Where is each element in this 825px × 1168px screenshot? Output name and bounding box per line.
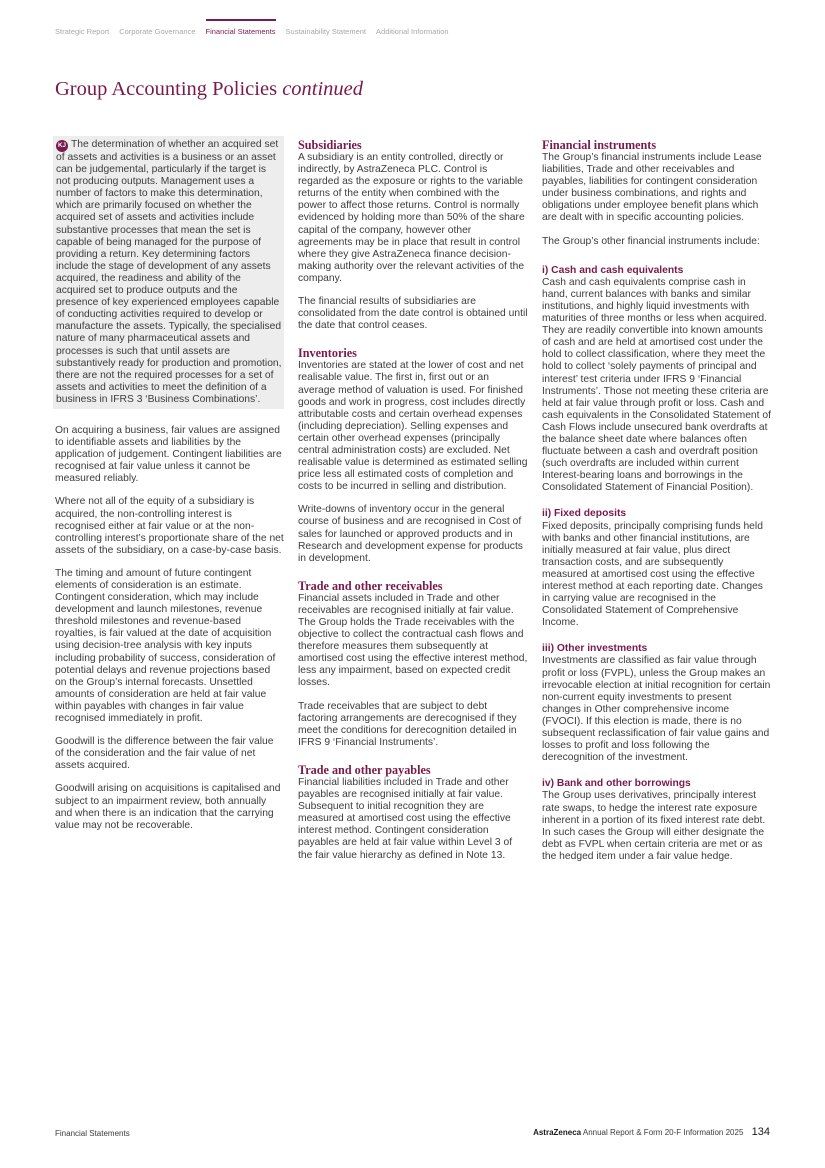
heading-cash-equivalents: i) Cash and cash equivalents bbox=[542, 264, 684, 276]
key-judgement-icon: KJ bbox=[56, 140, 68, 152]
paragraph: The financial results of subsidiaries are consolidated from the date control is obtained until the date that control ceases. bbox=[298, 296, 528, 332]
page-title-main: Group Accounting Policies bbox=[55, 78, 278, 100]
paragraph: Where not all of the equity of a subsidiary is acquired, the non-controlling interest is recognised either at fair value or at the non-controlling interest’s proportionate share of the net assets of the subsidiary, on a case-by-case basis. bbox=[55, 496, 284, 556]
column-right bbox=[542, 139, 772, 874]
heading-bank-borrowings: iv) Bank and other borrowings bbox=[542, 778, 691, 790]
paragraph: The Group’s financial instruments include Lease liabilities, Trade and other receivables and payables, liabilities for contingent consideration under business combinations, and rights and obligations under employee benefit plans which are dealt with in specific accounting policies. bbox=[542, 152, 762, 224]
footer-section-label: Financial Statements bbox=[55, 1129, 130, 1138]
paragraph: Financial assets included in Trade and other receivables are recognised initially at fair value. The Group holds the Trade receivables with the objective to collect the contractual cash flows and therefore measures them subsequently at amortised cost using the effective interest method, less any impairment, based on expected credit losses. bbox=[298, 592, 528, 689]
column-middle bbox=[298, 139, 528, 873]
footer-report-title: Annual Report & Form 20-F Information 2025 bbox=[582, 1128, 744, 1137]
heading-subsidiaries: Subsidiaries bbox=[298, 138, 362, 152]
paragraph: Inventories are stated at the lower of cost and net realisable value. The first in, first out or an average method of valuation is used. For finished goods and work in progress, cost includes directly attributable costs and certain overhead expenses (including depreciation). Selling expenses and certain other overhead expenses (principally central administration costs) are excluded. Net realisable value is determined as estimated selling price less all estimated costs of completion and costs to be incurred in selling and distribution. bbox=[298, 360, 528, 493]
paragraph: Cash and cash equivalents comprise cash in hand, current balances with banks and similar institutions, and highly liquid investments with maturities of three months or less when acquired. They are readily convertible into known amounts of cash and are held at amortised cost under the hold to collect classification, where they meet the hold to collect ‘solely payments of principal and interest’ test criteria under IFRS 9 ‘Financial Instruments’. Those not meeting these criteria are held at fair value through profit or loss. Cash and cash equivalents in the Consolidated Statement of Cash Flows include unsecured bank overdrafts at the balance sheet date where balances often fluctuate between a cash and overdraft position (such overdrafts are included within current Interest-bearing loans and borrowings in the Consolidated Statement of Financial Position). bbox=[542, 276, 771, 494]
nav-financial-statements[interactable]: Financial Statements bbox=[206, 19, 276, 39]
paragraph: Investments are classified as fair value through profit or loss (FVPL), unless the Group makes an irrevocable election at initial recognition for certain non-current equity investments to present changes in Other comprehensive income (FVOCI). If this election is made, there is no subsequent reclassification of fair value gains and losses to profit and loss following the derecognition of the investment. bbox=[542, 655, 771, 764]
paragraph: Financial liabilities included in Trade and other payables are recognised initially at fair value. Subsequent to initial recognition they are measured at amortised cost using the effective interest method. Contingent consideration payables are held at fair value within Level 3 of the fair value hierarchy as defined in Note 13. bbox=[298, 776, 513, 861]
paragraph: The timing and amount of future contingent elements of consideration is an estimate. Contingent consideration, which may include development and launch milestones, revenue threshold milestones and revenue-based royalties, is fair valued at the date of acquisition using decision-tree analysis with key inputs including probability of success, consideration of potential delays and revenue projections based on the Group’s internal forecasts. Unsettled amounts of consideration are held at fair value within payables with changes in fair value recognised immediately in profit. bbox=[55, 567, 276, 725]
paragraph: Write-downs of inventory occur in the general course of business and are recognised in Cost of sales for launched or approved products and in Research and development expense for products in development. bbox=[298, 504, 523, 564]
paragraph: Goodwill is the difference between the fair value of the consideration and the fair value of net assets acquired. bbox=[55, 736, 274, 772]
paragraph: The Group uses derivatives, principally interest rate swaps, to hedge the interest rate exposure inherent in a portion of its fixed interest rate debt. In such cases the Group will either designate the debt as FVPL when certain criteria are met or as the hedged item under a fair value hedge. bbox=[542, 790, 766, 862]
page-title-continued: continued bbox=[282, 78, 364, 100]
heading-fixed-deposits: ii) Fixed deposits bbox=[542, 508, 627, 520]
nav-strategic-report[interactable]: Strategic Report bbox=[55, 27, 110, 36]
paragraph: Fixed deposits, principally comprising funds held with banks and other financial institutions, are initially measured at fair value, plus direct transaction costs, and are subsequently measured at amortised cost using the effective interest method at each reporting date. Changes in carrying value are recognised in the Consolidated Statement of Comprehensive Income. bbox=[542, 520, 763, 629]
heading-other-investments: iii) Other investments bbox=[542, 643, 648, 655]
key-judgement-box bbox=[53, 136, 284, 409]
paragraph: On acquiring a business, fair values are assigned to identifiable assets and liabilities by the application of judgement. Contingent liabilities are recognised at fair value unless it cannot be measured reliably. bbox=[55, 424, 282, 485]
paragraph: Goodwill arising on acquisitions is capitalised and subject to an impairment review, both annually and when there is an indication that the carrying value may not be recoverable. bbox=[55, 783, 281, 831]
nav-corporate-governance[interactable]: Corporate Governance bbox=[119, 27, 196, 36]
footer-brand: AstraZeneca bbox=[533, 1128, 582, 1137]
heading-financial-instruments: Financial instruments bbox=[542, 138, 657, 152]
paragraph: A subsidiary is an entity controlled, directly or indirectly, by AstraZeneca PLC. Control is regarded as the exposure or rights to the variable returns of the entity when combined with the power to affect those returns. Control is normally evidenced by holding more than 50% of the share capital of the company, however other agreements may be in place that result in control where they give AstraZeneca finance decision-making authority over the relevant activities of the company. bbox=[298, 152, 525, 284]
page-number: 134 bbox=[751, 1126, 770, 1138]
footer-report-info bbox=[533, 1126, 770, 1138]
heading-inventories: Inventories bbox=[298, 346, 357, 361]
section-navigation bbox=[55, 19, 449, 39]
key-judgement-text bbox=[56, 139, 282, 406]
key-judgement-body: The determination of whether an acquired set of assets and activities is a business or an asset can be judgemental, particularly if the target is not producing outputs. Management uses a number of factors to make this determination, which are primarily focused on whether the acquired set of assets and activities include substantive processes that mean the set is capable of being managed for the purpose of providing a return. Key determining factors include the stage of development of any assets acquired, the readiness and ability of the acquired set to produce outputs and the presence of key experienced employees capable of conducting activities required to develop or manufacture the assets. Typically, the specialised nature of many pharmaceutical assets and processes is such that until assets are substantively ready for production and promotion, there are not the required processes for a set of assets and activities to meet the definition of a business in IFRS 3 ‘Business Combinations’. bbox=[56, 139, 282, 405]
nav-sustainability-statement[interactable]: Sustainability Statement bbox=[285, 27, 367, 36]
heading-trade-payables: Trade and other payables bbox=[298, 762, 431, 777]
page-title bbox=[55, 78, 363, 101]
column-left bbox=[55, 139, 284, 843]
paragraph: Trade receivables that are subject to debt factoring arrangements are derecognised if they meet the conditions for derecognition detailed in IFRS 9 ‘Financial Instruments’. bbox=[298, 700, 517, 748]
paragraph: The Group’s other financial instruments include: bbox=[542, 235, 760, 247]
heading-trade-receivables: Trade and other receivables bbox=[298, 578, 443, 593]
nav-additional-information[interactable]: Additional Information bbox=[376, 27, 449, 36]
